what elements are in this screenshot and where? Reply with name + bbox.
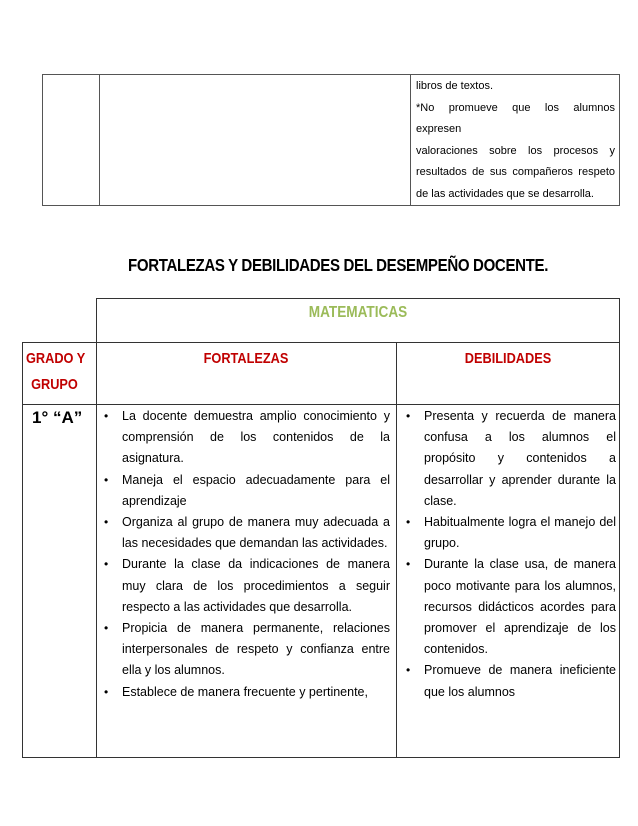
debilidades-header: DEBILIDADES [464,350,552,367]
grade-value: 1° “A” [32,408,83,427]
fortaleza-item: • Organiza al grupo de manera muy adecuada a las necesidades que demandan las actividades. [100,512,390,554]
previous-text-line: valoraciones sobre los procesos y [416,144,615,157]
fortaleza-item: • Establece de manera frecuente y pertinente, [100,682,390,703]
grade-header-cell [26,346,96,398]
debilidades-list [402,406,616,703]
fortaleza-item: • Durante la clase da indicaciones de manera muy clara de los procedimientos a seguir respecto a las actividades que desarrolla. [100,554,390,618]
fortaleza-item: • La docente demuestra amplio conocimiento y comprensión de los contenidos de la asignatura. [100,406,390,470]
previous-text-line: libros de textos. [416,80,494,92]
grade-cell [32,408,96,428]
previous-text-line: resultados de sus compañeros respeto [416,166,615,178]
strengths-weaknesses-table [22,298,620,758]
grade-header-line2: GRUPO [31,376,78,393]
previous-table-cell-2 [100,75,411,206]
section-title: FORTALEZAS Y DEBILIDADES DEL DESEMPEÑO DOCENTE. [128,255,549,275]
previous-table-cell-1 [43,75,100,206]
fortalezas-header: FORTALEZAS [203,350,289,367]
debilidades-cell [402,406,616,703]
debilidad-item: • Habitualmente logra el manejo del grupo. [402,512,616,554]
debilidad-item: • Durante la clase usa, de manera poco motivante para los alumnos, recursos didácticos acordes para promover el aprendizaje de los contenidos. [402,554,616,660]
previous-text-line: *No promueve que los alumnos expresen [416,101,615,135]
debilidad-item: • Promueve de manera ineficiente que los alumnos [402,660,616,702]
fortalezas-cell [100,406,390,703]
grade-header-line1: GRADO Y [26,350,86,367]
previous-table-cell-3 [411,75,620,206]
subject-header: MATEMATICAS [308,304,408,321]
previous-table-text [411,75,619,205]
debilidades-header-cell [396,350,620,367]
fortaleza-item: • Maneja el espacio adecuadamente para el aprendizaje [100,470,390,512]
fortalezas-list [100,406,390,703]
previous-text-line: de las actividades que se desarrolla. [416,187,594,200]
debilidad-item: • Presenta y recuerda de manera confusa a los alumnos el propósito y contenidos a desarrollar y aprender durante la clase. [402,406,616,512]
previous-table-fragment [42,74,620,206]
subject-header-cell [96,304,620,322]
fortaleza-item: • Propicia de manera permanente, relaciones interpersonales de respeto y confianza entre ella y los alumnos. [100,618,390,682]
fortalezas-header-cell [96,350,396,367]
